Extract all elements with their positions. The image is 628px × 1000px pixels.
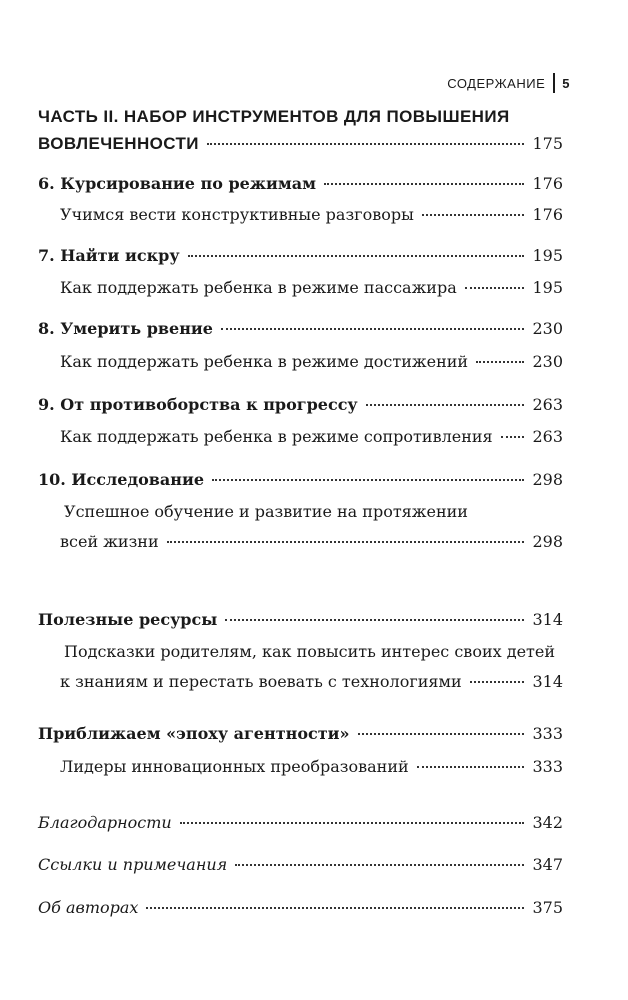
toc-entry-page: 375 [532, 898, 563, 917]
toc-entry-title: Как поддержать ребенка в режиме достижений [60, 352, 469, 371]
dot-leader [476, 361, 524, 363]
toc-entry-title: Полезные ресурсы [38, 610, 218, 629]
toc-entry-chapter-6-sub[interactable] [60, 204, 563, 226]
dot-leader [358, 733, 525, 735]
toc-entry-chapter-10[interactable] [38, 469, 563, 491]
toc-entry-title: к знаниям и перестать воевать с технологиями [60, 672, 462, 691]
toc-entry-chapter-9[interactable] [38, 394, 563, 416]
dot-leader [221, 328, 524, 330]
header-separator [553, 73, 555, 93]
toc-entry-chapter-7-sub[interactable] [60, 277, 563, 299]
toc-entry-resources-sub[interactable] [60, 671, 563, 693]
toc-entry-agency[interactable] [38, 723, 563, 745]
toc-entry-title: 7. Найти искру [38, 246, 180, 265]
toc-entry-page: 230 [532, 352, 563, 371]
toc-entry-page: 175 [532, 134, 563, 153]
dot-leader [180, 822, 525, 824]
toc-entry-page: 347 [532, 855, 563, 874]
toc-entry-chapter-9-sub[interactable] [60, 426, 563, 448]
toc-entry-chapter-10-sub[interactable] [60, 531, 563, 553]
toc-entry-title: Об авторах [38, 898, 139, 917]
toc-entry-page: 298 [532, 532, 563, 551]
part-title-line1 [38, 103, 563, 131]
toc-entry-authors[interactable] [38, 897, 563, 919]
toc-entry-title: 6. Курсирование по режимам [38, 174, 317, 193]
toc-entry-page: 298 [532, 470, 563, 489]
toc-entry-title: Благодарности [38, 813, 172, 832]
toc-entry-page: 263 [532, 395, 563, 414]
toc-entry-title: ВОВЛЕЧЕННОСТИ [38, 134, 199, 153]
toc-entry-resources-sub-line1: Подсказки родителям, как повысить интерес своих детей [64, 642, 556, 661]
toc-entry-page: 342 [532, 813, 563, 832]
toc-entry-title: Как поддержать ребенка в режиме сопротивления [60, 427, 493, 446]
dot-leader [235, 864, 524, 866]
part-title-text: ЧАСТЬ II. НАБОР ИНСТРУМЕНТОВ ДЛЯ ПОВЫШЕНИЯ [38, 107, 510, 126]
dot-leader [417, 766, 525, 768]
dot-leader [324, 183, 524, 185]
toc-entry-page: 176 [532, 174, 563, 193]
toc-entry-page: 195 [532, 246, 563, 265]
toc-entry-chapter-8-sub[interactable] [60, 351, 563, 373]
dot-leader [146, 907, 524, 909]
header-page-number: 5 [562, 75, 570, 91]
toc-entry-part2[interactable] [38, 133, 563, 155]
toc-entry-page: 314 [532, 610, 563, 629]
toc-entry-page: 333 [532, 724, 563, 743]
toc-entry-notes[interactable] [38, 854, 563, 876]
toc-entry-title: 10. Исследование [38, 470, 205, 489]
toc-entry-page: 314 [532, 672, 563, 691]
dot-leader [212, 479, 524, 481]
toc-entry-page: 263 [532, 427, 563, 446]
toc-entry-page: 333 [532, 757, 563, 776]
dot-leader [167, 541, 525, 543]
dot-leader [207, 143, 525, 145]
toc-entry-page: 176 [532, 205, 563, 224]
toc-entry-title: 9. От противоборства к прогрессу [38, 395, 358, 414]
toc-entry-chapter-6[interactable] [38, 173, 563, 195]
toc-entry-page: 195 [532, 278, 563, 297]
dot-leader [470, 681, 525, 683]
toc-entry-title: Как поддержать ребенка в режиме пассажира [60, 278, 457, 297]
header-section-title: СОДЕРЖАНИЕ [447, 75, 546, 91]
toc-entry-resources[interactable] [38, 609, 563, 631]
toc-entry-chapter-7[interactable] [38, 245, 563, 267]
toc-entry-title: Приближаем «эпоху агентности» [38, 724, 350, 743]
toc-entry-page: 230 [532, 319, 563, 338]
toc-entry-chapter-8[interactable] [38, 318, 563, 340]
dot-leader [501, 436, 525, 438]
toc-entry-agency-sub[interactable] [60, 756, 563, 778]
dot-leader [366, 404, 525, 406]
toc-entry-title: Лидеры инновационных преобразований [60, 757, 409, 776]
toc-entry-chapter-10-sub-line1: Успешное обучение и развитие на протяжении [64, 502, 468, 521]
toc-entry-title: Ссылки и примечания [38, 855, 228, 874]
toc-entry-title: всей жизни [60, 532, 159, 551]
dot-leader [465, 287, 525, 289]
dot-leader [225, 619, 524, 621]
running-header [447, 73, 570, 93]
toc-entry-title: Учимся вести конструктивные разговоры [60, 205, 414, 224]
toc-entry-title: 8. Умерить рвение [38, 319, 213, 338]
dot-leader [422, 214, 525, 216]
dot-leader [188, 255, 525, 257]
toc-entry-acknowledgements[interactable] [38, 812, 563, 834]
